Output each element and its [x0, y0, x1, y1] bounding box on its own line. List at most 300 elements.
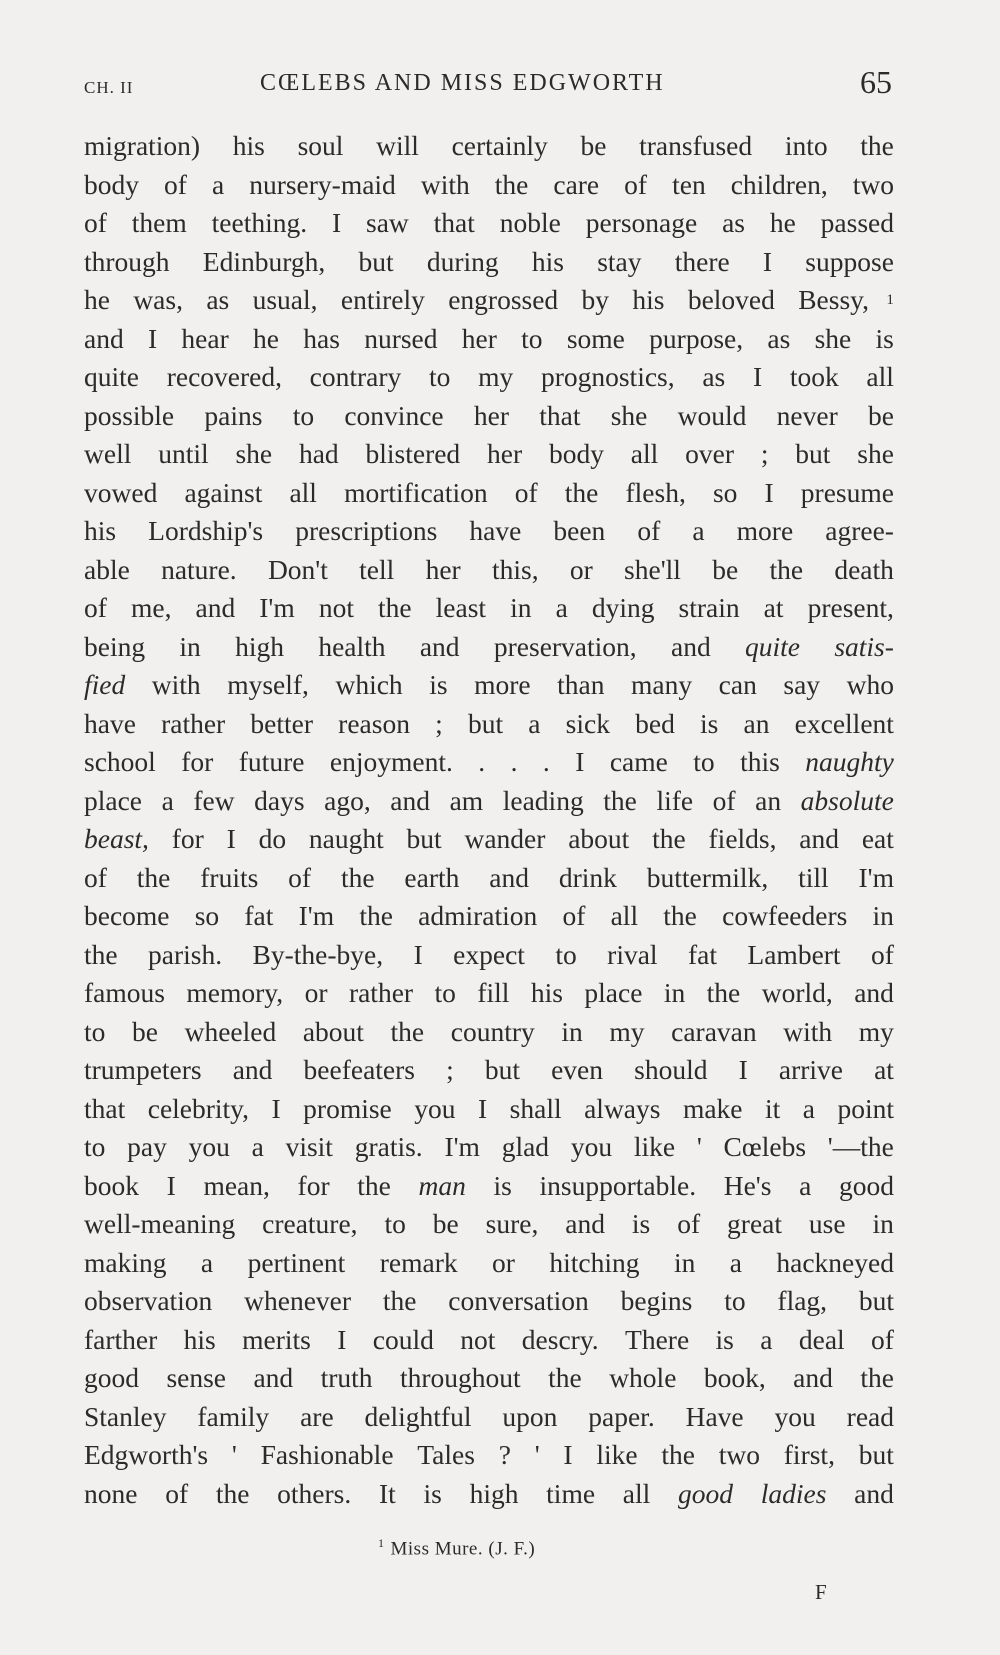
- word: of: [562, 900, 586, 931]
- text-line: [84, 127, 894, 166]
- word: was,: [133, 284, 183, 315]
- word: not: [318, 592, 354, 623]
- word: fat: [244, 900, 274, 931]
- word: beefeaters: [303, 1054, 415, 1085]
- text-line: [84, 897, 894, 936]
- word: I: [331, 207, 342, 238]
- word: this,: [491, 553, 539, 585]
- word: do: [258, 823, 287, 854]
- word: man: [418, 1169, 466, 1201]
- word: read: [846, 1400, 894, 1432]
- word: country: [450, 1015, 535, 1047]
- word: more: [736, 515, 794, 546]
- word: By-the-bye,: [252, 938, 384, 970]
- word: creature,: [262, 1208, 358, 1239]
- word: he: [84, 284, 110, 315]
- word: her: [487, 438, 523, 469]
- word: who: [846, 669, 894, 700]
- word: till: [798, 861, 829, 893]
- footnote-mark: 1: [378, 1536, 385, 1550]
- text-line: [84, 705, 894, 744]
- word: whole: [609, 1362, 677, 1393]
- word: she: [610, 399, 648, 431]
- word: I: [166, 1169, 176, 1201]
- word: the: [860, 130, 894, 161]
- word: is: [423, 1477, 442, 1509]
- word: is: [429, 669, 448, 700]
- word: in: [663, 977, 686, 1008]
- word: myself,: [227, 669, 309, 700]
- word: an: [755, 784, 782, 816]
- word: He's: [723, 1169, 772, 1201]
- word: so: [194, 900, 220, 931]
- word: days: [254, 784, 305, 816]
- word: in: [510, 592, 532, 623]
- word: ': [696, 1131, 702, 1162]
- word: ;: [760, 438, 769, 469]
- word: her: [425, 553, 461, 585]
- word: tell: [359, 553, 395, 585]
- word: fat: [687, 938, 717, 970]
- word: I'm: [298, 900, 335, 931]
- word: delightful: [364, 1400, 472, 1432]
- word: of: [84, 592, 107, 623]
- word: be: [432, 1208, 459, 1239]
- word: rival: [607, 938, 658, 970]
- word: my: [478, 361, 514, 392]
- word: against: [184, 476, 263, 508]
- word: me,: [130, 592, 172, 623]
- word: I: [478, 1092, 488, 1124]
- word: quite: [84, 361, 139, 392]
- text-line: [84, 1167, 894, 1206]
- footnote-ref: 1: [886, 292, 894, 308]
- word: absolute: [800, 784, 894, 816]
- word: least: [435, 592, 487, 623]
- word: pay: [127, 1131, 167, 1162]
- word: the: [564, 476, 599, 508]
- word: but: [467, 707, 504, 739]
- word: as: [767, 322, 791, 354]
- word: could: [372, 1323, 434, 1355]
- word: soul: [297, 130, 344, 161]
- word: good: [84, 1362, 139, 1393]
- word: I: [575, 746, 585, 777]
- chapter-label: CH. II: [84, 78, 134, 97]
- word: strain: [678, 592, 740, 623]
- word: and: [253, 1362, 294, 1393]
- word: rather: [161, 707, 226, 739]
- word: I: [337, 1323, 347, 1355]
- word: the: [603, 784, 637, 816]
- word: family: [197, 1400, 270, 1432]
- word: nature.: [161, 553, 237, 585]
- text-line: [84, 1051, 894, 1090]
- word: his: [632, 284, 665, 315]
- text-line: [84, 1013, 894, 1052]
- text-line: [84, 474, 894, 513]
- word: buttermilk,: [646, 861, 769, 893]
- word: you: [188, 1131, 230, 1162]
- word: flesh,: [625, 476, 686, 508]
- word: of: [514, 476, 538, 508]
- word: first,: [783, 1439, 835, 1470]
- word: the: [84, 938, 118, 970]
- word: this: [740, 746, 780, 777]
- text-line: [84, 974, 894, 1013]
- word: usual,: [252, 284, 318, 315]
- word: a: [692, 515, 705, 546]
- word: earth: [404, 861, 460, 893]
- word: ?: [498, 1439, 511, 1470]
- text-line: [84, 397, 894, 436]
- word: of: [164, 168, 187, 200]
- word: the: [390, 1015, 425, 1047]
- word: can: [718, 669, 757, 700]
- word: the: [706, 977, 741, 1008]
- word: begins: [620, 1285, 693, 1316]
- word: of: [165, 1477, 189, 1509]
- word: sense: [166, 1362, 227, 1393]
- word: even: [551, 1054, 604, 1085]
- word: over: [685, 438, 734, 469]
- word: conversation: [448, 1285, 589, 1316]
- word: I: [764, 476, 774, 508]
- word: and: [232, 1054, 273, 1085]
- word: of: [288, 861, 312, 893]
- signature-mark: F: [815, 1580, 827, 1604]
- word: children,: [730, 168, 828, 200]
- word: ten: [672, 168, 706, 200]
- word: ago,: [324, 784, 371, 816]
- word: to: [292, 399, 315, 431]
- word: it: [765, 1092, 781, 1124]
- text-line: [84, 859, 894, 898]
- word: the: [382, 1285, 417, 1316]
- word: my: [858, 1015, 894, 1047]
- word: noble: [499, 207, 561, 238]
- word: to: [521, 322, 543, 354]
- word: saw: [366, 207, 409, 238]
- word: descry.: [521, 1323, 599, 1355]
- text-line: [84, 1398, 894, 1437]
- word: able: [84, 553, 130, 585]
- word: with: [783, 1015, 833, 1047]
- word: ': [231, 1439, 237, 1470]
- word: his: [84, 515, 117, 546]
- word: sure,: [485, 1208, 539, 1239]
- word: a: [211, 168, 225, 200]
- word: as: [702, 361, 726, 392]
- word: for: [297, 1169, 330, 1201]
- word: make: [682, 1092, 743, 1124]
- word: wander: [464, 823, 546, 854]
- word: until: [158, 438, 209, 469]
- word: a: [528, 707, 541, 739]
- word: be: [132, 1015, 158, 1047]
- word: he: [253, 322, 279, 354]
- word: time: [546, 1477, 596, 1509]
- word: the: [548, 1362, 582, 1393]
- word: a: [251, 1131, 264, 1162]
- word: you: [414, 1092, 456, 1124]
- word: be: [712, 553, 739, 585]
- word: I: [147, 322, 158, 354]
- word: but: [858, 1439, 894, 1470]
- word: expect: [453, 938, 525, 970]
- word: famous: [84, 977, 165, 1008]
- word: mortification: [344, 476, 488, 508]
- word: I: [563, 1439, 573, 1470]
- word: with: [151, 669, 201, 700]
- word: Stanley: [84, 1400, 167, 1432]
- word: entirely: [340, 284, 425, 315]
- word: It: [378, 1477, 396, 1509]
- word: two: [852, 168, 894, 200]
- word: many: [631, 669, 693, 700]
- word: eat: [861, 823, 894, 854]
- word: and: [195, 592, 236, 623]
- word: to: [384, 1208, 406, 1239]
- word: the: [663, 900, 697, 931]
- word: reason: [338, 707, 410, 739]
- word: personage: [585, 207, 698, 238]
- page-number: 65: [860, 64, 892, 100]
- word: '—the: [827, 1131, 894, 1162]
- text-line: [84, 281, 894, 320]
- word: but: [406, 823, 442, 854]
- word: fill: [477, 977, 510, 1008]
- text-line: [84, 628, 894, 667]
- word: I: [226, 823, 236, 854]
- word: prescriptions: [295, 515, 438, 546]
- word: fied: [84, 669, 126, 700]
- word: is: [631, 1208, 651, 1239]
- word: being: [84, 630, 146, 662]
- word: is: [700, 707, 719, 739]
- word: truth: [320, 1362, 373, 1393]
- word: book: [84, 1169, 139, 1201]
- word: would: [677, 399, 747, 431]
- word: beloved: [687, 284, 775, 315]
- word: been: [553, 515, 606, 546]
- word: Edgworth's: [84, 1439, 209, 1470]
- word: my: [609, 1015, 645, 1047]
- word: agree-: [825, 515, 894, 546]
- text-line: [84, 1128, 894, 1167]
- word: well: [84, 438, 132, 469]
- word: about: [568, 823, 630, 854]
- word: drink: [558, 861, 617, 893]
- word: I: [271, 1092, 281, 1124]
- word: farther: [84, 1323, 158, 1355]
- word: at: [763, 592, 784, 623]
- word: or: [492, 1246, 515, 1278]
- word: few: [193, 784, 235, 816]
- word: certainly: [451, 130, 548, 161]
- word: hitching: [549, 1246, 640, 1278]
- word: and: [793, 1362, 833, 1393]
- word: recovered,: [166, 361, 282, 392]
- word: well-meaning: [84, 1208, 236, 1239]
- word: bed: [635, 707, 675, 739]
- word: hackneyed: [776, 1246, 894, 1278]
- word: admiration: [418, 900, 538, 931]
- text-line: [84, 820, 894, 859]
- word: the: [215, 1477, 250, 1509]
- word: death: [834, 553, 894, 585]
- word: Lambert: [747, 938, 841, 970]
- word: flag,: [777, 1285, 828, 1316]
- word: of: [84, 207, 107, 238]
- word: more: [474, 669, 531, 700]
- word: place: [84, 784, 143, 816]
- word: Have: [685, 1400, 744, 1432]
- text-line: [84, 1321, 894, 1360]
- running-header: [84, 66, 892, 106]
- word: purpose,: [649, 322, 744, 354]
- word: and: [565, 1208, 605, 1239]
- word: like: [596, 1439, 638, 1470]
- word: and: [799, 823, 840, 854]
- word: in: [872, 1208, 894, 1239]
- word: There: [625, 1323, 690, 1355]
- word: am: [449, 784, 484, 816]
- word: rather: [348, 977, 414, 1008]
- word: but: [858, 1285, 894, 1316]
- word: her: [473, 399, 509, 431]
- text-line: [84, 1282, 894, 1321]
- word: she: [857, 438, 894, 469]
- word: that: [433, 207, 475, 238]
- word: in: [179, 630, 201, 662]
- word: that: [84, 1092, 126, 1124]
- word: I: [738, 1054, 748, 1085]
- word: his: [530, 977, 563, 1008]
- word: wheeled: [184, 1015, 277, 1047]
- word: and: [84, 322, 124, 354]
- word: I: [762, 245, 773, 277]
- word: arrive: [778, 1054, 843, 1085]
- word: of: [871, 938, 894, 970]
- word: a: [200, 1246, 214, 1278]
- word: and: [390, 784, 431, 816]
- word: others.: [277, 1477, 352, 1509]
- word: during: [426, 245, 499, 277]
- word: possible: [84, 399, 175, 431]
- word: none: [84, 1477, 138, 1509]
- word: I: [752, 361, 763, 392]
- word: migration): [84, 130, 201, 161]
- text-line: [84, 320, 894, 359]
- word: but: [795, 438, 831, 469]
- word: but: [358, 245, 394, 277]
- word: naughty: [805, 746, 894, 777]
- word: present,: [807, 592, 894, 623]
- word: to: [693, 746, 715, 777]
- word: future: [238, 746, 305, 777]
- word: is: [715, 1323, 734, 1355]
- word: to: [429, 361, 451, 392]
- word: fruits: [200, 861, 259, 893]
- word: to: [84, 1131, 106, 1162]
- word: at: [874, 1054, 894, 1085]
- word: in: [872, 900, 894, 931]
- running-title: CŒLEBS AND MISS EDGWORTH: [260, 70, 665, 96]
- word: .: [510, 746, 518, 777]
- word: a: [729, 1246, 742, 1278]
- word: his: [183, 1323, 216, 1355]
- word: Bessy,: [798, 284, 870, 315]
- word: observation: [84, 1285, 213, 1316]
- word: visit: [285, 1131, 333, 1162]
- word: use: [808, 1208, 846, 1239]
- word: hear: [181, 322, 229, 354]
- word: celebrity,: [147, 1092, 250, 1124]
- text-line: [84, 589, 894, 628]
- word: teething.: [211, 207, 308, 238]
- word: two: [718, 1439, 760, 1470]
- word: vowed: [84, 476, 158, 508]
- word: but: [484, 1054, 520, 1085]
- word: Lordship's: [148, 515, 264, 546]
- word: not: [460, 1323, 496, 1355]
- word: had: [298, 438, 339, 469]
- word: you: [774, 1400, 816, 1432]
- word: cowfeeders: [722, 900, 848, 931]
- word: merits: [242, 1323, 311, 1355]
- word: better: [250, 707, 313, 739]
- word: of: [624, 168, 648, 200]
- word: never: [776, 399, 838, 431]
- word: dying: [591, 592, 655, 623]
- word: as: [722, 207, 745, 238]
- word: through: [84, 245, 170, 277]
- word: leading: [502, 784, 584, 816]
- word: quite: [745, 630, 801, 662]
- word: .: [478, 746, 486, 777]
- word: for: [171, 823, 204, 854]
- word: deal: [798, 1323, 845, 1355]
- word: body: [84, 168, 139, 200]
- word: he: [769, 207, 796, 238]
- word: good: [838, 1169, 894, 1201]
- word: caravan: [671, 1015, 757, 1047]
- word: world,: [761, 977, 833, 1008]
- footnote-text: Miss Mure. (J. F.): [390, 1538, 536, 1560]
- word: be: [867, 399, 894, 431]
- word: school: [84, 746, 156, 777]
- word: have: [469, 515, 522, 546]
- word: say: [783, 669, 821, 700]
- word: a: [161, 784, 174, 816]
- word: to: [555, 938, 577, 970]
- word: which: [335, 669, 403, 700]
- word: of: [871, 1323, 894, 1355]
- word: fields,: [708, 823, 777, 854]
- word: a: [799, 1169, 812, 1201]
- word: all: [610, 900, 639, 931]
- word: insupportable.: [539, 1169, 697, 1201]
- word: that: [539, 399, 581, 431]
- word: the: [494, 168, 529, 200]
- text-line: [84, 435, 894, 474]
- word: place: [584, 977, 643, 1008]
- word: ;: [446, 1054, 454, 1085]
- word: the: [769, 553, 804, 585]
- word: beast,: [84, 823, 149, 854]
- text-line: [84, 551, 894, 590]
